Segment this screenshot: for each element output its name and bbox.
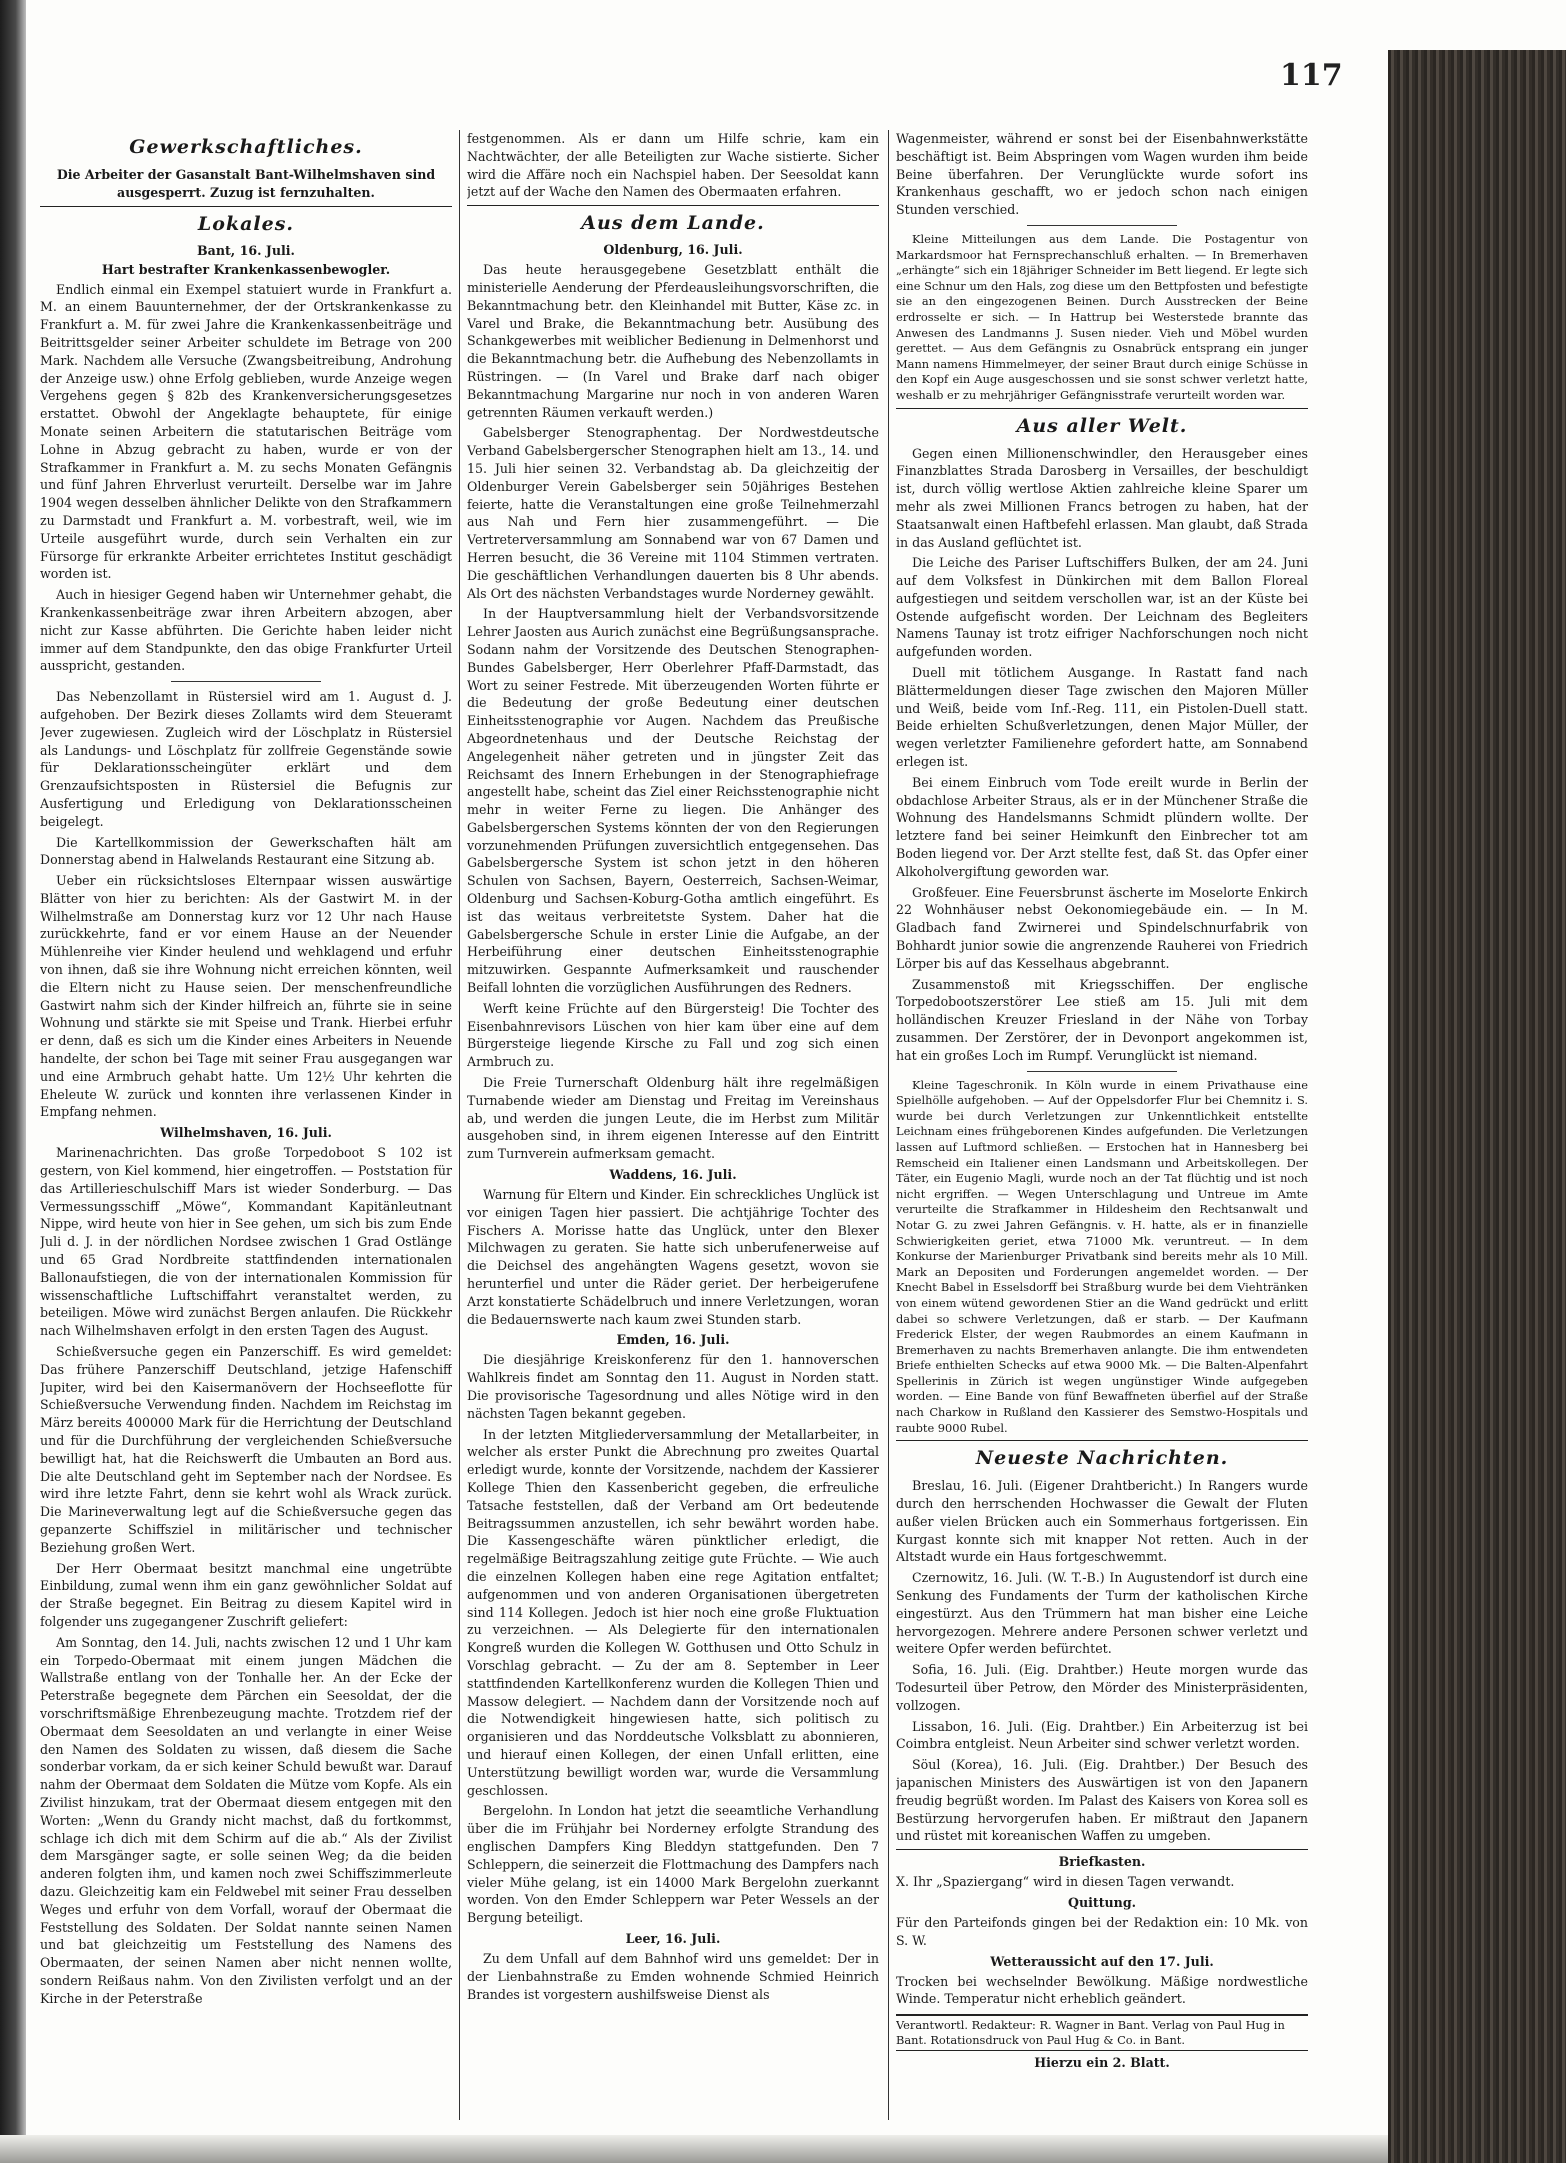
article-paragraph: Bei einem Einbruch vom Tode ereilt wurde in Berlin der obdachlose Arbeiter Straus, als er in der Münchener Straße die Wohnung des Handelsmanns Schmidt plündern wollte. Der letztere fand bei seiner Heimkunft den Einbrecher tot am Boden liegend vor. Der Arzt stellte fest, daß St. das Opfer einer Alkoholvergiftung geworden war. bbox=[896, 774, 1308, 879]
article-paragraph: Werft keine Früchte auf den Bürgersteig! Die Tochter des Eisenbahnrevisors Lüschen von hier kam über eine auf dem Bürgersteige liegende Kirsche zu Fall und zog sich einen Armbruch zu. bbox=[467, 1000, 879, 1070]
section-heading-lokales: Lokales. bbox=[197, 212, 295, 235]
dateline: Waddens, 16. Juli. bbox=[609, 1167, 737, 1183]
divider bbox=[896, 1440, 1308, 1441]
article-paragraph: Großfeuer. Eine Feuersbrunst äscherte im Moselorte Enkirch 22 Wohnhäuser nebst Oekonomiegebäude ein. — In M. Gladbach fand Zwirnerei und Spindelschnurfabrik von Bohhardt junior sowie die angrenzende Rauherei von Friedrich Lörper bis auf das Kesselhaus abgebrannt. bbox=[896, 884, 1308, 971]
dateline: Wilhelmshaven, 16. Juli. bbox=[160, 1125, 332, 1141]
briefkasten-heading: Briefkasten. bbox=[1058, 1854, 1146, 1870]
article-paragraph: Die diesjährige Kreiskonferenz für den 1. hannoverschen Wahlkreis findet am Sonntag den 11. August in Norden statt. Die provisorische Tagesordnung und alles Nötige wird in den nächsten Tagen bekannt gegeben. bbox=[467, 1352, 879, 1421]
divider bbox=[1027, 225, 1177, 226]
article-paragraph: Gegen einen Millionenschwindler, den Herausgeber eines Finanzblattes Strada Darosberg in Versailles, der beschuldigt ist, durch völlig wertlose Aktien zahlreiche kleine Sparer um mehr als zwei Millionen Francs betrogen zu haben, hat der Staatsanwalt einen Haftbefehl erlassen. Man glaubt, daß Strada in das Ausland geflüchtet ist. bbox=[896, 445, 1308, 550]
column-1 bbox=[40, 130, 452, 2125]
article-paragraph: Das heute herausgegebene Gesetzblatt enthält die ministerielle Aenderung der Pferdeausleihungsvorschriften, die Bekanntmachung betr. den Kleinhandel mit Butter, Käse zc. in Varel und Brake, die Bekanntmachung betr. Ausübung des Schankgewerbes mit weiblicher Bedienung in Delmenhorst und die Bekanntmachung betr. die Aufhebung des Nebenzollamts in Rüstringen. — (In Varel und Brake darf nach obiger Bekanntmachung Margarine nur noch in von anderen Waren getrennten Räumen verkauft werden.) bbox=[467, 262, 879, 420]
article-paragraph: Sofia, 16. Juli. (Eig. Drahtber.) Heute morgen wurde das Todesurteil über Petrow, den Mörder des Ministerpräsidenten, vollzogen. bbox=[896, 1662, 1308, 1713]
dateline: Oldenburg, 16. Juli. bbox=[603, 242, 743, 258]
article-paragraph: Das Nebenzollamt in Rüstersiel wird am 1. August d. J. aufgehoben. Der Bezirk dieses Zollamts wird dem Steueramt Jever zugewiesen. Zugleich wird der Löschplatz in Rüstersiel als Landungs- und Löschplatz für zollfreie Gegenstände sowie für Deklarationsscheingüter erklärt und dem Grenzaufsichtsposten in Rüstersiel die Befugnis zur Ausfertigung und Erledigung von Deklarationsscheinen beigelegt. bbox=[40, 689, 452, 829]
newspaper-page bbox=[40, 100, 1380, 2130]
article-paragraph: Die Leiche des Pariser Luftschiffers Bulken, der am 24. Juni auf dem Volksfest in Dünkirchen mit dem Ballon Floreal aufgestiegen und seitdem verschollen war, ist an der Küste bei Ostende aufgefischt worden. Der Leichnam des Begleiters Namens Taunay ist trotz eifriger Nachforschungen noch nicht aufgefunden worden. bbox=[896, 555, 1308, 660]
quittung-text: Für den Parteifonds gingen bei der Redaktion ein: 10 Mk. von S. W. bbox=[896, 1915, 1308, 1948]
article-paragraph: Zu dem Unfall auf dem Bahnhof wird uns gemeldet: Der in der Lienbahnstraße zu Emden wohnende Schmied Heinrich Brandes ist vorgestern aushilfsweise Dienst als bbox=[467, 1950, 879, 2002]
article-gewerkschaft: Die Arbeiter der Gasanstalt Bant-Wilhelmshaven sind ausgesperrt. Zuzug ist fernzuhalten. bbox=[56, 167, 436, 200]
article-paragraph: Kleine Mitteilungen aus dem Lande. Die Postagentur von Markardsmoor hat Fernsprechanschluß erhalten. — In Bremerhaven „erhängte“ sich ein 18jähriger Schneider im Bett liegend. Er legte sich eine Schnur um den Hals, zog diese um den Bettpfosten und befestigte sie an den eingezogenen Beinen. Durch Ausstrecken der Beine erdrosselte er sich. — In Hattrup bei Westerstede brannte das Anwesen des Landmanns J. Susen nieder. Vieh und Möbel wurden gerettet. — Aus dem Gefängnis zu Osnabrück entsprang ein junger Mann namens Himmelmeyer, der seiner Braut durch einige Schüsse in den Kopf ein Auge ausgeschossen und sie sonst schwer verletzt hatte, weshalb er zu mehrjähriger Gefängnisstrafe verurteilt worden war. bbox=[896, 231, 1308, 402]
weather-text: Trocken bei wechselnder Bewölkung. Mäßige nordwestliche Winde. Temperatur nicht erheblich geändert. bbox=[896, 1973, 1308, 2007]
article-paragraph: Breslau, 16. Juli. (Eigener Drahtbericht.) In Rangers wurde durch den herrschenden Hochwasser die Gewalt der Fluten außer vielen Brücken auch ein Sommerhaus fortgerissen. Ein Kurgast konnte sich mit knapper Not retten. Auch in der Altstadt wurde ein Haus fortgeschwemmt. bbox=[896, 1478, 1308, 1565]
book-spine bbox=[1388, 50, 1566, 2163]
article-paragraph: Czernowitz, 16. Juli. (W. T.-B.) In Augustendorf ist durch eine Senkung des Fundaments der Turm der katholischen Kirche eingestürzt. Aus den Trümmern hat man bisher eine Leiche hervorgezogen. Mehrere andere Personen schwer verletzt und weitere Opfer werden befürchtet. bbox=[896, 1570, 1308, 1657]
article-paragraph: Söul (Korea), 16. Juli. (Eig. Drahtber.) Der Besuch des japanischen Ministers des Auswärtigen ist von den Japanern freudig begrüßt worden. Im Palast des Kaisers von Korea soll es Bestürzung hervorgerufen haben. Er mißtraut den Japanern und rüstet mit koreanischen Waffen zu umgeben. bbox=[896, 1757, 1308, 1844]
article-paragraph: Auch in hiesiger Gegend haben wir Unternehmer gehabt, die Krankenkassenbeiträge zwar ihren Arbeitern abzogen, aber nicht zur Kasse abführten. Die Gerichte haben leider nicht immer auf dem Standpunkte, den das obige Frankfurter Urteil ausspricht, gestanden. bbox=[40, 587, 452, 674]
section-heading-neueste-nachrichten: Neueste Nachrichten. bbox=[975, 1447, 1229, 1470]
article-paragraph: Duell mit tötlichem Ausgange. In Rastatt fand nach Blättermeldungen dieser Tage zwischen den Majoren Müller und Weiß, beide vom Inf.-Reg. 111, ein Pistolen-Duell statt. Beide erhielten Schußverletzungen, denen Major Müller, der wegen verletzter Familienehre gefordert hatte, am Sonnabend erlegen ist. bbox=[896, 665, 1308, 770]
dateline: Leer, 16. Juli. bbox=[625, 1930, 721, 1946]
page-number: 117 bbox=[1280, 58, 1343, 93]
dateline: Bant, 16. Juli. bbox=[197, 242, 295, 258]
divider bbox=[40, 206, 452, 207]
quittung-heading: Quittung. bbox=[1067, 1895, 1137, 1910]
divider bbox=[896, 1849, 1308, 1850]
article-paragraph: Warnung für Eltern und Kinder. Ein schreckliches Unglück ist vor einigen Tagen hier passiert. Die achtjährige Tochter des Fischers A. Morisse hatte das Unglück, unter den Blexer Milchwagen zu geraten. Sie hatte sich unberufenerweise auf die Deichsel des angehängten Wagens gesetzt, wovon sie herunterfiel und unter die Räder geriet. Der herbeigerufene Arzt konstatierte Schädelbruch und innere Verletzungen, woran die Bedauernswerte nach kaum zwei Stunden starb. bbox=[467, 1187, 879, 1327]
supplement-note: Hierzu ein 2. Blatt. bbox=[1034, 2055, 1170, 2071]
article-paragraph: Kleine Tageschronik. In Köln wurde in einem Privathause eine Spielhölle aufgehoben. — Auf der Oppelsdorfer Flur bei Chemnitz i. S. wurde bei durch Verletzungen zur Unkenntlichkeit entstellte Leichnam eines frühgeborenen Kindes aufgefunden. Die Verletzungen lassen auf Luftmord schließen. — Erstochen hat in Hannesberg bei Remscheid ein Italiener einen Landsmann und Arbeitskollegen. Der Täter, ein Eugenio Magli, wurde noch an der Tat flüchtig und ist noch nicht ergriffen. — Wegen Unterschlagung und Untreue im Amte verurteilte die Strafkammer in Hildesheim den Rechtsanwalt und Notar G. zu zwei Jahren Gefängnis. v. H. hatte, als er in finanzielle Schwierigkeiten geriet, etwa 71000 Mk. veruntreut. — In dem Konkurse der Marienburger Privatbank sind bereits mehr als 10 Mill. Mark an Depositen und Forderungen angemeldet worden. — Der Knecht Babel in Esselsdorff bei Straßburg wurde bei dem Viehtränken von einem wütend gewordenen Stier an die Wand gedrückt und erlitt dabei so schwere Verletzungen, daß er starb. — Der Kaufmann Frederick Elster, der wegen Raubmordes an einem Kaufmann in Bremerhaven zu nachts Bremerhaven anlangte. Die ihm entwendeten Briefe enthielten Schecks auf etwa 9000 Mk. — Die Balten-Alpenfahrt Spellerinis in Zürich ist wegen ungünstiger Winde aufgegeben worden. — Eine Bande von fünf Bewaffneten überfiel auf der Straße nach Charkow in Rußland den Kassierer des Semstwo-Hospitals und raubte 9000 Rubel. bbox=[896, 1077, 1308, 1435]
scan-left-edge bbox=[0, 0, 26, 2163]
divider bbox=[171, 681, 321, 682]
article-paragraph: Lissabon, 16. Juli. (Eig. Drahtber.) Ein Arbeiterzug ist bei Coimbra entgleist. Neun Arbeiter sind schwer verletzt worden. bbox=[896, 1718, 1308, 1752]
scan-bottom-shadow bbox=[0, 2135, 1388, 2163]
column-rule bbox=[459, 130, 460, 2120]
divider bbox=[896, 408, 1308, 409]
column-2 bbox=[467, 130, 879, 2125]
column-rule bbox=[888, 130, 889, 2120]
article-paragraph: Gabelsberger Stenographentag. Der Nordwestdeutsche Verband Gabelsbergerscher Stenographen hielt am 13., 14. und 15. Juli hier seinen 32. Verbandstag ab. Da gleichzeitig der Oldenburger Verein Gabelsberger sein 50jähriges Bestehen feierte, hatte die Veranstaltungen eine große Teilnehmerzahl aus Nah und Fern hier zusammengeführt. — Die Vertreterversammlung am Sonnabend war von 67 Damen und Herren besucht, die 36 Vereine mit 1104 Stimmen vertraten. Die geschäftlichen Verhandlungen dauerten bis 8 Uhr abends. Als Ort des nächsten Verbandstages wurde Norderney gewählt. bbox=[467, 425, 879, 601]
section-heading-aus-aller-welt: Aus aller Welt. bbox=[1016, 414, 1188, 437]
article-paragraph: Ueber ein rücksichtsloses Elternpaar wissen auswärtige Blätter von hier zu berichten: Als der Gastwirt M. in der Wilhelmstraße am Donnerstag kurz vor 12 Uhr nach Hause zurückkehrte, fand er vor einem Hause an der Neuender Mühlenreihe vier Kinder heulend und wehklagend und erfuhr von ihnen, daß sie ihre Wohnung nicht erreichen könnten, weil die Eltern nicht zu Hause seien. Der menschenfreundliche Gastwirt nahm sich der Kinder hilfreich an, führte sie in seine Wohnung und stärkte sie mit Speise und Trank. Hierbei erfuhr er denn, daß es sich um die Kinder eines Arbeiters in Neuende handelte, der schon bei Tage mit seiner Frau ausgegangen war und eine Armbruch gehabt hatte. Um 12½ Uhr kehrten die Eheleute W. zurück und konnten ihre verlassenen Kinder in Empfang nehmen. bbox=[40, 873, 452, 1120]
section-heading-aus-dem-lande: Aus dem Lande. bbox=[581, 212, 765, 235]
briefkasten-text: X. Ihr „Spaziergang“ wird in diesen Tagen verwandt. bbox=[896, 1874, 1235, 1890]
section-heading-gewerkschaftliches: Gewerkschaftliches. bbox=[129, 136, 363, 158]
article-headline: Hart bestrafter Krankenkassenbewogler. bbox=[101, 261, 391, 277]
article-paragraph: Bergelohn. In London hat jetzt die seeamtliche Verhandlung über die im Frühjahr bei Norderney erfolgte Strandung des englischen Dampfers King Bleddyn stattgefunden. Den 7 Schleppern, die seinerzeit die Flottmachung des Dampfers nach vieler Mühe gelang, ist ein 14000 Mark Bergelohn zuerkannt worden. Von den Emder Schleppern war Peter Wessels an der Bergung beteiligt. bbox=[467, 1803, 879, 1926]
weather-heading: Wetteraussicht auf den 17. Juli. bbox=[990, 1953, 1214, 1969]
article-paragraph: Schießversuche gegen ein Panzerschiff. Es wird gemeldet: Das frühere Panzerschiff Deutschland, jetzige Hafenschiff Jupiter, wird bei den Kaisermanövern der Hochseeflotte für Schießversuche Verwendung finden. Nachdem im Reichstag im März bereits 400000 Mark für die Herrichtung der Deutschland und für die Durchführung der vergleichenden Schießversuche bewilligt hat, hat die Reichswerft die Umbauten an Bord aus. Die alte Deutschland geht im September nach der Nordsee. Es wird ihre letzte Fahrt, denn sie kehrt wohl als Wrack zurück. Die Marineverwaltung legt auf die Schießversuche gegen das gepanzerte Schiffsziel in militärischer und technischer Beziehung großen Wert. bbox=[40, 1344, 452, 1555]
article-paragraph: Die Kartellkommission der Gewerkschaften hält am Donnerstag abend in Halwelands Restaurant eine Sitzung ab. bbox=[40, 834, 452, 868]
article-paragraph: Am Sonntag, den 14. Juli, nachts zwischen 12 und 1 Uhr kam ein Torpedo-Obermaat mit einem jungen Mädchen die Wallstraße entlang von der Tonhalle her. An der Ecke der Peterstraße begegnete dem Pärchen ein Seesoldat, der die vorschriftsmäßige Ehrenbezeugung machte. Trotzdem rief der Obermaat dem Seesoldaten an und verlangte in einer Weise den Namen des Soldaten zu wissen, daß diesem die Sache sonderbar vorkam, da er sich keiner Schuld bewußt war. Darauf nahm der Obermaat dem Soldaten die Mütze vom Kopfe. Als ein Zivilist hinzukam, trat der Obermaat diesem entgegen mit den Worten: „Wenn du Grandy nicht machst, daß du fortkommst, schlage ich dich mit dem Schirm auf die ab.“ Als der Zivilist dem Marsgänger sagte, er solle seinen Weg; da die beiden anderen folgten ihm, und kamen noch zwei Schiffszimmerleute dazu. Gleichzeitig kam ein Feldwebel mit seiner Frau desselben Weges und erfuhr von dem Vorfall, worauf der Obermaat die Feststellung des Soldaten. Der Soldat nannte seinen Namen und bat gleichzeitig um Feststellung des Namens des Obermaaten, der seinen Namen aber nicht nennen wollte, sondern Reißaus nahm. Von den Zivilisten verfolgt und an der Kirche in der Peterstraße bbox=[40, 1634, 452, 2006]
divider bbox=[1027, 1071, 1177, 1072]
article-paragraph: Endlich einmal ein Exempel statuiert wurde in Frankfurt a. M. an einem Bauunternehmer, der der Ortskrankenkasse zu Frankfurt a. M. für zwei Jahre die Krankenkassenbeiträge und Beitrittsgelder seiner Arbeiter schuldete im Betrage von 200 Mark. Nachdem alle Versuche (Zwangsbeitreibung, Androhung der Anzeige usw.) ohne Erfolg geblieben, wurde Anzeige wegen Vergehens gegen § 82b des Krankenversicherungsgesetzes erstattet. Obwohl der Angeklagte behauptete, für einige Monate seinen Arbeitern die statutarischen Beiträge vom Lohne in Abzug gebracht zu haben, wurde er von der Strafkammer in Frankfurt a. M. zu sechs Monaten Gefängnis und fünf Jahren Ehrverlust verurteilt. Derselbe war im Jahre 1904 wegen desselben ähnlicher Delikte von den Strafkammern zu Darmstadt und Frankfurt a. M. vorbestraft, weil, wie im Urteile ausgeführt wurde, durch sein Verhalten ein zur Fürsorge für erkrankte Arbeiter errichtetes Institut geschädigt worden ist. bbox=[40, 281, 452, 582]
article-paragraph: In der Hauptversammlung hielt der Verbandsvorsitzende Lehrer Jaosten aus Aurich zunächst eine Begrüßungsansprache. Sodann nahm der Vorsitzende des Deutschen Stenographen-Bundes Gabelsberger, Herr Oberlehrer Pfaff-Darmstadt, das Wort zu seiner Festrede. Mit überzeugenden Worten führte er die Bedeutung der große Bedeutung einer deutschen Einheitsstenographie vor Augen. Nachdem das Preußische Abgeordnetenhaus und der Deutsche Reichstag der Angelegenheit näher getreten und in jüngster Zeit das Reichsamt des Innern Erhebungen in der Stenographiefrage angestellt habe, scheint das Ziel einer Reichsstenographie nicht mehr in weiter Ferne zu liegen. Die Anhänger des Gabelsbergerschen Systems könnten der von den Regierungen vorzunehmenden Prüfungen zuversichtlich entgegensehen. Das Gabelsbergersche System ist schon jetzt in den höheren Schulen von Sachsen, Bayern, Oesterreich, Sachsen-Weimar, Oldenburg und Sachsen-Koburg-Gotha amtlich eingeführt. Es ist das weitaus verbreitetste System. Daher hat die Gabelsbergersche Schule in erster Linie die Aufgabe, an der Herbeiführung einer deutschen Einheitsstenographie mitzuwirken. Gespannte Aufmerksamkeit und rauschender Beifall lohnten die vorzüglichen Ausführungen des Redners. bbox=[467, 606, 879, 996]
dateline: Emden, 16. Juli. bbox=[616, 1332, 730, 1348]
column-3 bbox=[896, 130, 1308, 2125]
article-paragraph: Der Herr Obermaat besitzt manchmal eine ungetrübte Einbildung, zumal wenn ihm ein ganz gewöhnlicher Soldat auf der Straße begegnet. Ein Beitrag zu diesem Kapitel wird in folgender uns zugegangener Zuschrift geliefert: bbox=[40, 1560, 452, 1629]
imprint: Verantwortl. Redakteur: R. Wagner in Bant. Verlag von Paul Hug in Bant. Rotationsdruck von Paul Hug & Co. in Bant. bbox=[896, 2014, 1308, 2051]
article-paragraph: Wagenmeister, während er sonst bei der Eisenbahnwerkstätte beschäftigt ist. Beim Abspringen vom Wagen wurden ihm beide Beine überfahren. Der Verunglückte wurde sofort ins Krankenhaus geschafft, wo er jedoch schon nach einigen Stunden verschied. bbox=[896, 131, 1308, 218]
article-paragraph: Marinenachrichten. Das große Torpedoboot S 102 ist gestern, von Kiel kommend, hier eingetroffen. — Poststation für das Artillerieschulschiff Mars ist wieder Sonderburg. — Das Vermessungsschiff „Möwe“, Kommandant Kapitänleutnant Nippe, wird heute von hier in See gehen, um sich bis zum Ende Juli d. J. in der nördlichen Nordsee zwischen 1 Grad Ostlänge und 65 Grad Nordbreite stattfindenden internationalen Ballonaufstiegen, die von der internationalen Kommission für wissenschaftliche Luftschiffahrt veranstaltet werden, zu beteiligen. Möwe wird zunächst Bergen anlaufen. Die Rückkehr nach Wilhelmshaven erfolgt in den ersten Tagen des August. bbox=[40, 1145, 452, 1339]
article-paragraph: In der letzten Mitgliederversammlung der Metallarbeiter, in welcher als erster Punkt die Abrechnung pro zweites Quartal erledigt wurde, konnte der Vorsitzende, nachdem der Kassierer Kollege Thien den Kassenbericht gegeben, die erfreuliche Tatsache feststellen, daß der Verband am Ort bedeutende Beitragssummen anzustellen, ich sehr bewährt worden habe. Die Kassengeschäfte wären pünktlicher erledigt, die regelmäßige Beitragszahlung zeitige gute Früchte. — Wie auch die einzelnen Kollegen haben eine rege Agitation entfaltet; aufgenommen und von anderen Organisationen übergetreten sind 114 Kollegen. Jedoch ist hier noch eine große Fluktuation zu verzeichnen. — Als Delegierte für den internationalen Kongreß wurden die Kollegen W. Gotthusen und Otto Schulz in Vorschlag gebracht. — Zu der am 8. September in Leer stattfindenden Kartellkonferenz wurden die Kollegen Thien und Massow delegiert. — Nachdem dann der Vorsitzende noch auf die Notwendigkeit hingewiesen hatte, sich politisch zu organisieren und das Norddeutsche Volksblatt zu abonnieren, und hierauf einen Kollegen, der einen Unfall erlitten, eine Unterstützung bewilligt worden war, wurde die Versammlung geschlossen. bbox=[467, 1426, 879, 1798]
article-paragraph: Die Freie Turnerschaft Oldenburg hält ihre regelmäßigen Turnabende wieder am Dienstag und Freitag im Vereinshaus ab, und werden die jungen Leute, die im Herbst zum Militär ausgehoben sind, in ihrem eigenen Interesse auf den Eintritt zum Turnverein aufmerksam gemacht. bbox=[467, 1075, 879, 1162]
article-paragraph: Zusammenstoß mit Kriegsschiffen. Der englische Torpedobootszerstörer Lee stieß am 15. Juli mit dem holländischen Kreuzer Friesland in der Nähe von Torbay zusammen. Der Zerstörer, der in Devonport angekommen ist, hat ein großes Loch im Rumpf. Verunglückt ist niemand. bbox=[896, 976, 1308, 1063]
divider bbox=[467, 205, 879, 206]
article-paragraph: festgenommen. Als er dann um Hilfe schrie, kam ein Nachtwächter, der alle Beteiligten zur Wache sistierte. Sicher wird die Affäre noch ein Nachspiel haben. Der Seesoldat kann jetzt auf der Wache den Namen des Obermaaten erfahren. bbox=[467, 131, 879, 200]
